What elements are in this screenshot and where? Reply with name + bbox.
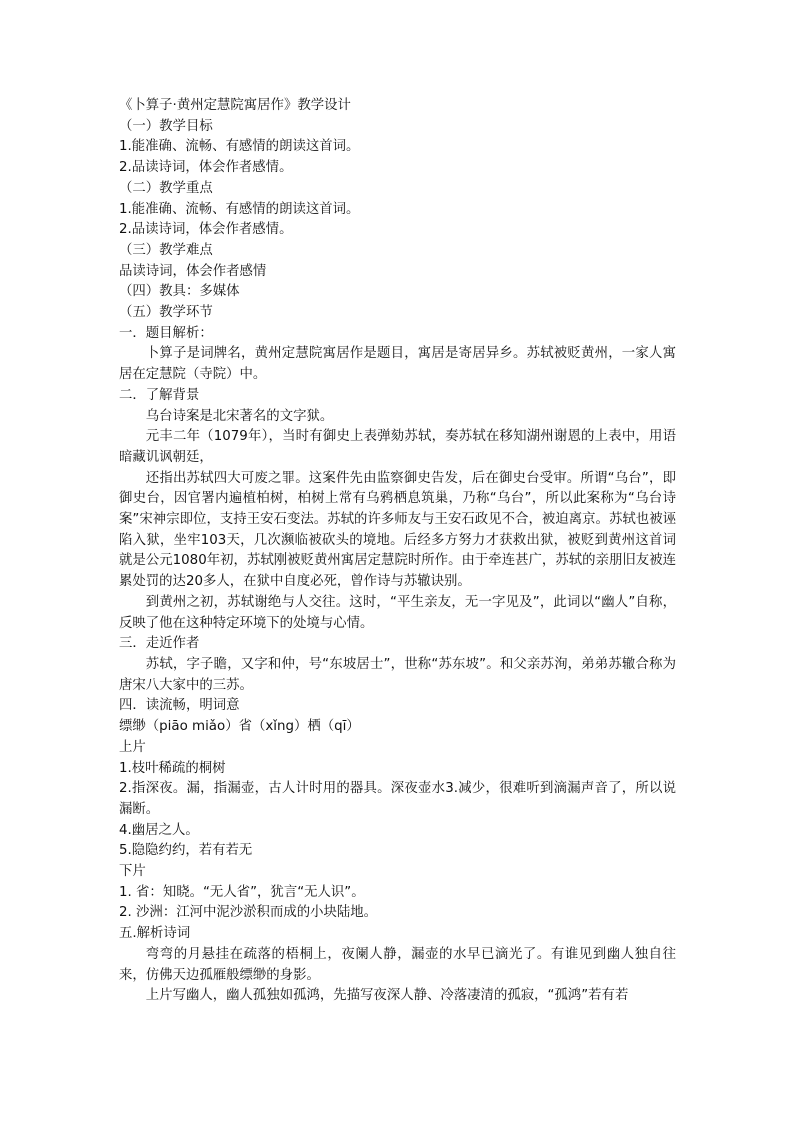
section-heading-tools: （四）教具：多媒体 xyxy=(119,284,240,300)
paragraph: 还指出苏轼四大可废之罪。这案件先由监察御史告发，后在御史台受审。所谓“乌台”，即御史台，因官署内遍植柏树，柏树上常有乌鸦栖息筑巢，乃称“乌台”，所以此案称为“乌台诗案”宋神宗即位，支持王安石变法。苏轼的许多师友与王安石政见不合，被迫离京。苏轼也被诬陷入狱，坐牢103天，几次濒临被砍头的境地。后经多方努力才获救出狱，被贬到黄州这首词就是公元1080年初，苏轼刚被贬黄州寓居定慧院时所作。由于牵连甚广，苏轼的亲朋旧友被连累处罚的达20多人，在狱中自度必死，曾作诗与苏辙诀别。 xyxy=(119,470,676,590)
annotation-item: 1. 省：知晓。“无人省”，犹言“无人识”。 xyxy=(119,884,365,900)
section-heading-difficulty: （三）教学难点 xyxy=(119,242,213,258)
lower-stanza-label: 下片 xyxy=(119,864,146,880)
paragraph: 上片写幽人，幽人孤独如孤鸿，先描写夜深人静、冷落凄清的孤寂，“孤鸿”若有若 xyxy=(145,988,629,1004)
step-title-reading: 四．读流畅，明词意 xyxy=(119,698,240,714)
goal-item: 1.能准确、流畅、有感情的朗读这首词。 xyxy=(119,139,360,155)
document-title: 《卜算子·黄州定慧院寓居作》教学设计 xyxy=(119,98,351,113)
pronunciation-line: 缥缈（piāo miǎo）省（xǐng）栖（qī） xyxy=(119,719,360,735)
step-title-topic: 一．题目解析： xyxy=(119,325,213,341)
paragraph: 到黄州之初，苏轼谢绝与人交往。这时，“平生亲友，无一字见及”，此词以“幽人”自称，反映了他在这种特定环境下的处境与心情。 xyxy=(119,594,676,631)
section-heading-steps: （五）教学环节 xyxy=(119,305,213,321)
key-point-item: 2.品读诗词，体会作者感情。 xyxy=(119,222,293,238)
paragraph: 乌台诗案是北宋著名的文字狱。 xyxy=(145,408,334,424)
key-point-item: 1.能准确、流畅、有感情的朗读这首词。 xyxy=(119,201,360,217)
paragraph: 弯弯的月悬挂在疏落的梧桐上，夜阑人静，漏壶的水早已滴光了。有谁见到幽人独自往来，仿佛天边孤雁般缥缈的身影。 xyxy=(119,946,676,983)
paragraph: 卜算子是词牌名，黄州定慧院寓居作是题目，寓居是寄居异乡。苏轼被贬黄州，一家人寓居在定慧院（寺院）中。 xyxy=(119,346,676,383)
annotation-item: 5.隐隐约约，若有若无 xyxy=(119,843,253,859)
annotation-item: 2. 沙洲：江河中泥沙淤积而成的小块陆地。 xyxy=(119,905,378,921)
goal-item: 2.品读诗词，体会作者感情。 xyxy=(119,160,293,176)
section-heading-goals: （一）教学目标 xyxy=(119,118,213,134)
annotation-item: 1.枝叶稀疏的桐树 xyxy=(119,760,226,776)
difficulty-text: 品读诗词，体会作者感情 xyxy=(119,263,267,279)
step-title-analysis: 五.解析诗词 xyxy=(119,926,191,942)
document-body xyxy=(119,96,676,1007)
paragraph: 元丰二年（1079年），当时有御史上表弹劾苏轼，奏苏轼在移知湖州谢恩的上表中，用语暗藏讥讽朝廷， xyxy=(119,429,676,465)
upper-stanza-label: 上片 xyxy=(119,739,146,755)
step-title-author: 三．走近作者 xyxy=(119,636,200,652)
step-title-background: 二．了解背景 xyxy=(119,387,200,403)
paragraph: 苏轼，字子瞻，又字和仲，号“东坡居士”，世称“苏东坡”。和父亲苏洵，弟弟苏辙合称为唐宋八大家中的三苏。 xyxy=(119,656,676,693)
annotation-item: 2.指深夜。漏，指漏壶，古人计时用的器具。深夜壶水3.减少，很难听到滴漏声音了，所以说漏断。 xyxy=(119,781,676,817)
annotation-item: 4.幽居之人。 xyxy=(119,822,199,838)
section-heading-key-points: （二）教学重点 xyxy=(119,180,213,196)
